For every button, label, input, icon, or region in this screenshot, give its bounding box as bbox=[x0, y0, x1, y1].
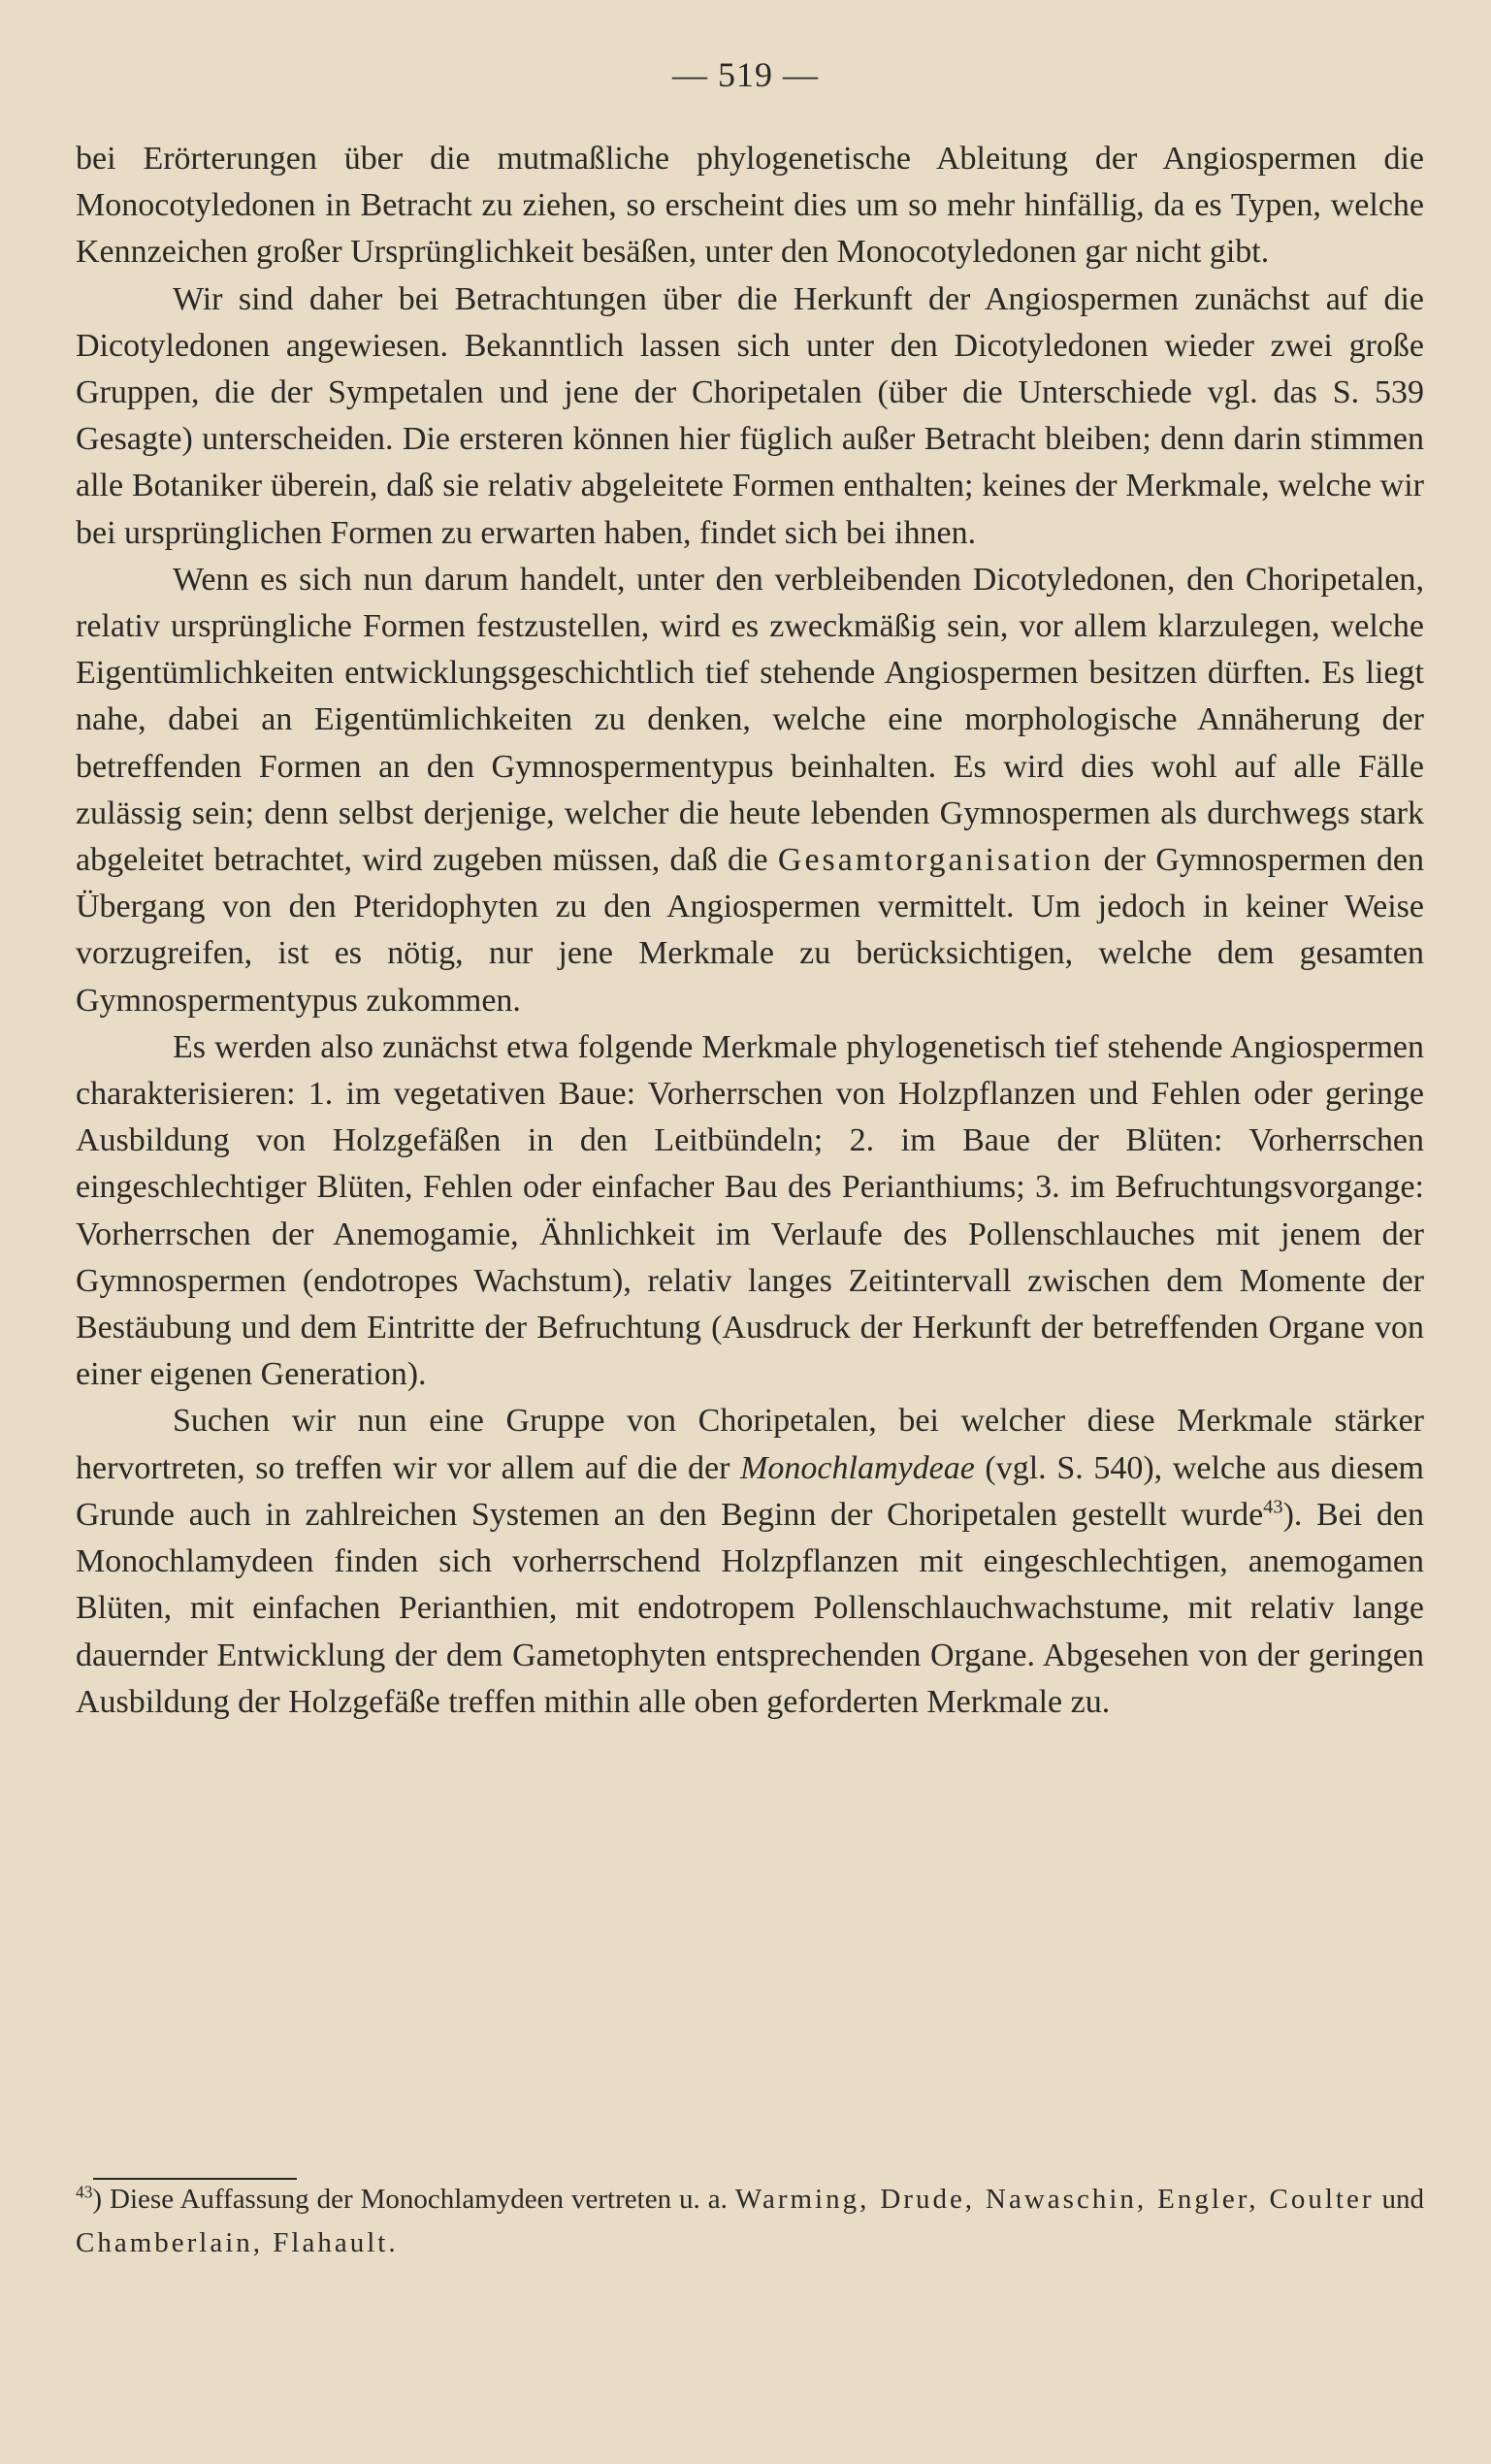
spaced-term: Gesamtorganisation bbox=[777, 842, 1094, 879]
footnote-text-before: ) Diese Auffassung der Monochlamydeen vertreten u. a. bbox=[92, 2184, 735, 2215]
paragraph-5-text-middle: (vgl. S. 540), welche aus diesem Grunde auch in zahlreichen Systemen an den Beginn der Choripetalen gestellt wurde bbox=[76, 1449, 1424, 1533]
footnote-text-after: . bbox=[388, 2227, 396, 2258]
page-number: — 519 — bbox=[672, 55, 819, 94]
paragraph-4: Es werden also zunächst etwa folgende Merkmale phylogenetisch tief stehende Angiospermen charakterisieren: 1. im vegetativen Baue: Vorherrschen von Holzpflanzen und Fehlen oder geringe Ausbildung von Holzgefäßen in den Leitbündeln; 2. im Baue der Blüten: Vorherrschen eingeschlechtiger Blüten, Fehlen oder einfacher Bau des Perianthiums; 3. im Befruchtungsvorgange: Vorherrschen der Anemogamie, Ähnlichkeit im Verlaufe des Pollenschlauches mit jenem der Gymnospermen (endotropes Wachstum), relativ langes Zeitintervall zwischen dem Momente der Bestäubung und dem Eintritte der Befruchtung (Ausdruck der Herkunft der betreffenden Organe von einer eigenen Generation). bbox=[76, 1028, 1424, 1393]
paragraph-5-text-before: Suchen wir nun eine Gruppe von Choripetalen, bei welcher diese Merkmale stärker hervortreten, so treffen wir vor allem auf die der bbox=[76, 1403, 1424, 1486]
paragraph-1: bei Erörterungen über die mutmaßliche phylogenetische Ableitung der Angiospermen die Monocotyledonen in Betracht zu ziehen, so erscheint dies um so mehr hinfällig, da es Typen, welche Kennzeichen großer Ursprünglichkeit besäßen, unter den Monocotyledonen gar nicht gibt. bbox=[76, 141, 1424, 271]
footnote bbox=[76, 2178, 1424, 2265]
footnote-text-middle: und bbox=[1374, 2184, 1425, 2215]
paragraph-3 bbox=[76, 557, 1424, 1024]
footnote-marker: 43 bbox=[76, 2182, 93, 2202]
footnote-author-names-2: Chamberlain, Flahault bbox=[76, 2227, 389, 2258]
body-text bbox=[76, 136, 1424, 1726]
paragraph-3-text-after: der Gymnospermen den Übergang von den Pteridophyten zu den Angiospermen vermittelt. Um jedoch in keiner Weise vorzugreifen, ist es nötig, nur jene Merkmale zu berücksichtigen, welche dem gesamten Gymnospermentypus zukommen. bbox=[76, 842, 1424, 1019]
footnote-author-names: Warming, Drude, Nawaschin, Engler, Coulter bbox=[734, 2184, 1375, 2215]
paragraph-5-text-after: ). Bei den Monochlamydeen finden sich vorherrschend Holzpflanzen mit eingeschlechtigen, anemogamen Blüten, mit einfachen Perianthien, mit endotropem Pollenschlauchwachstume, mit relativ lange dauernder Entwicklung der dem Gametophyten entsprechenden Organe. Abgesehen von der geringen Ausbildung der Holzgefäße treffen mithin alle oben geforderten Merkmale zu. bbox=[76, 1496, 1424, 1720]
paragraph-5 bbox=[76, 1398, 1424, 1725]
footnote-reference: 43 bbox=[1263, 1496, 1283, 1518]
paragraph-2: Wir sind daher bei Betrachtungen über die Herkunft der Angiospermen zunächst auf die Dicotyledonen angewiesen. Bekanntlich lassen sich unter den Dicotyledonen wieder zwei große Gruppen, die der Sympetalen und jene der Choripetalen (über die Unterschiede vgl. das S. 539 Gesagte) unterscheiden. Die ersteren können hier füglich außer Betracht bleiben; denn darin stimmen alle Botaniker überein, daß sie relativ abgeleitete Formen enthalten; keines der Merkmale, welche wir bei ursprünglichen Formen zu erwarten haben, findet sich bei ihnen. bbox=[76, 280, 1424, 551]
italic-term: Monochlamydeae bbox=[740, 1449, 975, 1486]
paragraph-3-text-before: Wenn es sich nun darum handelt, unter den verbleibenden Dicotyledonen, den Choripetalen, relativ ursprüngliche Formen festzustellen, wird es zweckmäßig sein, vor allem klarzulegen, welche Eigentümlichkeiten entwicklungsgeschichtlich tief stehende Angiospermen besitzen dürften. Es liegt nahe, dabei an Eigentümlichkeiten zu denken, welche eine morphologische Annäherung der betreffenden Formen an den Gymnospermentypus beinhalten. Es wird dies wohl auf alle Fälle zulässig sein; denn selbst derjenige, welcher die heute lebenden Gymnospermen als durchwegs stark abgeleitet betrachtet, wird zugeben müssen, daß die bbox=[76, 561, 1424, 879]
